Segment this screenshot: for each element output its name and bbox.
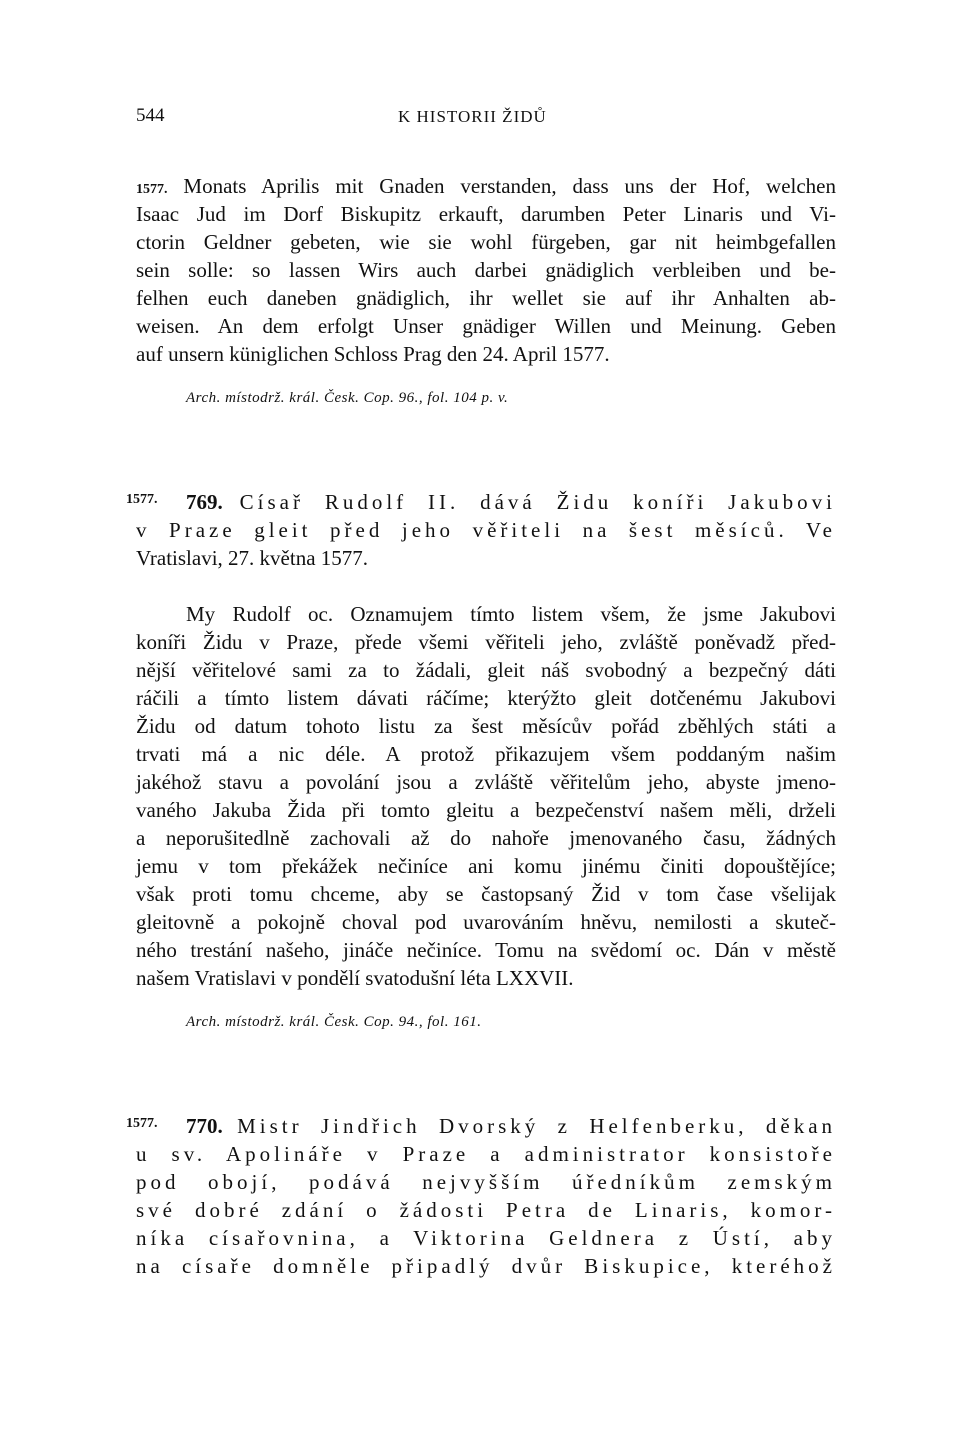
doc-770-heading-line: pod obojí, podává nejvyšším úředníkům zemským (136, 1170, 836, 1194)
entry-1577-line: ctorin Geldner gebeten, wie sie wohl fürgeben, gar nit heimbgefallen (136, 230, 836, 254)
doc-770-heading-line-1 (186, 1112, 836, 1140)
doc-770-heading-line: u sv. Apolináře v Praze a administrator konsistoře (136, 1142, 836, 1166)
doc-769-body-line: jemu v tom překážek nečiníce ani komu jinému činiti dopouštějíce; (136, 854, 836, 878)
doc-769-body-line: a neporušitedlně zachovali až do nahoře jmenovaného času, žádných (136, 826, 836, 850)
entry-text: Monats Aprilis mit Gnaden verstanden, dass uns der Hof, welchen (183, 174, 837, 198)
page-number: 544 (136, 105, 165, 126)
doc-769-body-line: My Rudolf oc. Oznamujem tímto listem všem, že jsme Jakubovi (186, 602, 836, 626)
doc-769-body-line: trvati má a nic déle. A protož přikazujem všem poddaným našim (136, 742, 836, 766)
doc-769-body-line: našem Vratislavi v pondělí svatodušní léta LXXVII. (136, 966, 574, 990)
archive-reference: Arch. místodrž. král. Česk. Cop. 96., fol. 104 p. v. (186, 390, 509, 406)
archive-reference: Arch. místodrž. král. Česk. Cop. 94., fol. 161. (186, 1014, 482, 1030)
doc-770-heading-line: níka císařovnina, a Viktorina Geldnera z Ústí, aby (136, 1226, 836, 1250)
doc-769-heading-line-1 (186, 488, 836, 516)
doc-769-body-line: ného trestání našeho, jináče nečiníce. Tomu na svědomí oc. Dán v městě (136, 938, 836, 962)
entry-year: 1577. (136, 182, 168, 197)
doc-769-body-line: nější věřitelové sami za to žádali, gleit náš svobodný a bezpečný dáti (136, 658, 836, 682)
doc-769-body-line: jakéhož stavu a povolání jsou a zvláště věřitelům jeho, abyste jmeno- (136, 770, 836, 794)
doc-769-heading: Císař Rudolf II. dává Židu koníři Jakubovi (239, 490, 836, 514)
doc-770-heading: Mistr Jindřich Dvorský z Helfenberku, děkan (237, 1114, 837, 1138)
doc-770-heading-line: na císaře domněle připadlý dvůr Biskupice, kteréhož (136, 1254, 836, 1278)
doc-770-heading-line: své dobré zdání o žádosti Petra de Linaris, komor- (136, 1198, 836, 1222)
doc-770-number: 770. (186, 1114, 223, 1138)
doc-769-body-line: vaného Jakuba Žida při tomto gleitu a bezpečenství našem měli, drželi (136, 798, 836, 822)
doc-769-body-line: ráčili a tímto listem dávati ráčíme; kterýžto gleit dotčenému Jakubovi (136, 686, 836, 710)
entry-1577-line: auf unsern küniglichen Schloss Prag den 24. April 1577. (136, 342, 610, 366)
doc-769-body-line: však proti tomu chceme, aby se častopsaný Žid v tom čase všelijak (136, 882, 836, 906)
doc-769-body-line: Židu od datum tohoto listu za šest měsícův pořád zběhlých státi a (136, 714, 836, 738)
entry-1577-line: weisen. An dem erfolgt Unser gnädiger Willen und Meinung. Geben (136, 314, 836, 338)
entry-1577-line: felhen euch daneben gnädiglich, ihr wellet sie auf ihr Anhalten ab- (136, 286, 836, 310)
running-title: K HISTORII ŽIDŮ (398, 107, 547, 126)
doc-769-body-line: gleitovně a pokojně choval pod uvarováním hněvu, nemilosti a skuteč- (136, 910, 836, 934)
doc-770-year: 1577. (126, 1116, 158, 1131)
doc-769-number: 769. (186, 490, 223, 514)
entry-1577-line: Isaac Jud im Dorf Biskupitz erkauft, darumben Peter Linaris und Vi- (136, 202, 836, 226)
doc-769-heading-line: v Praze gleit před jeho věřiteli na šest měsíců. Ve (136, 518, 836, 542)
entry-1577-line: sein solle: so lassen Wirs auch darbei gnädiglich verbleiben und be- (136, 258, 836, 282)
doc-769-body-line: koníři Židu v Praze, přede všemi věřiteli jeho, zvláště poněvadž před- (136, 630, 836, 654)
doc-769-heading-line: Vratislavi, 27. května 1577. (136, 546, 369, 570)
doc-769-year: 1577. (126, 492, 158, 507)
